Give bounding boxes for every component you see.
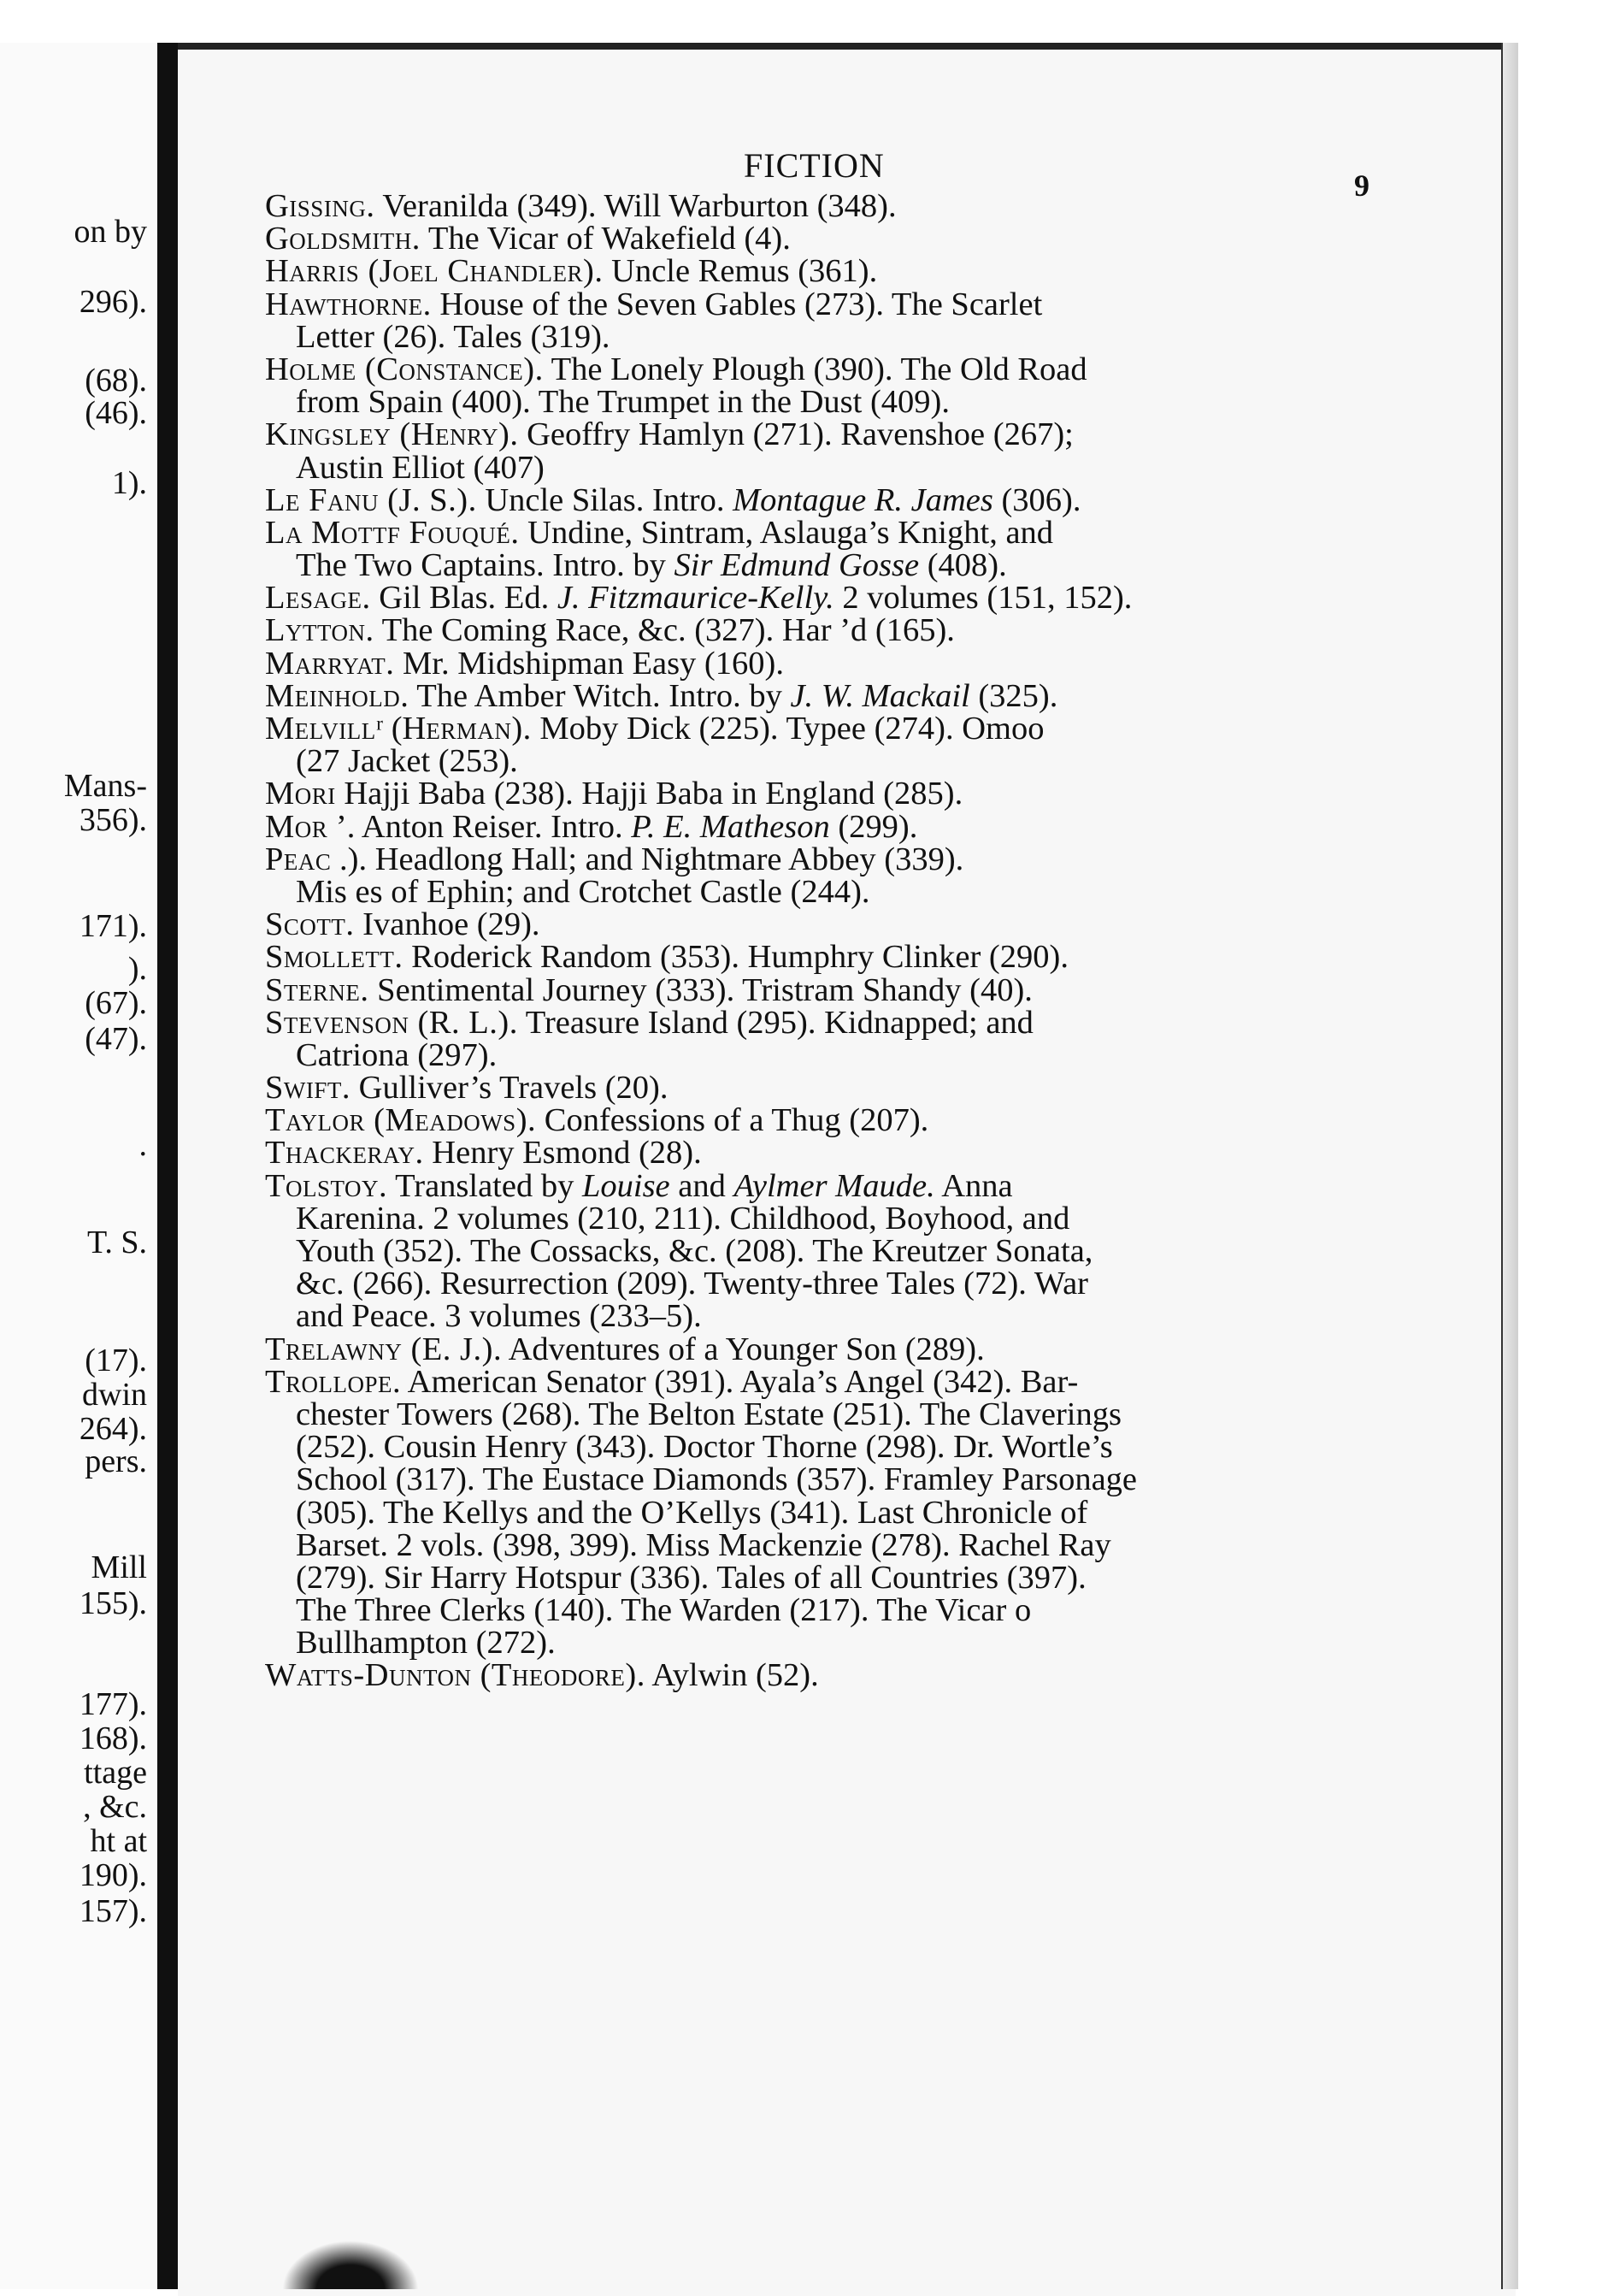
left-page-fragment: Mans- — [63, 768, 147, 804]
entry-text: Adventures of a Younger Son (289). — [502, 1331, 985, 1367]
editor-name: Louise — [581, 1167, 670, 1204]
author-name: Thackeray. — [265, 1135, 424, 1172]
left-page-fragment: T. S. — [86, 1225, 147, 1260]
left-page-fragment: dwin — [82, 1377, 147, 1413]
author-name: Hawthorne. — [265, 286, 432, 322]
entry-text: Bullhampton (272). — [296, 1625, 556, 1662]
entry-line — [265, 353, 1376, 386]
author-name: Taylor (Meadows). — [265, 1102, 537, 1139]
left-page-fragment: 356). — [79, 802, 147, 838]
entry-line — [265, 939, 1376, 976]
entry-text: Treasure Island (295). Kidnapped; and — [517, 1004, 1034, 1041]
page-header: FICTION — [744, 146, 885, 185]
author-name: Le Fanu (J. S.). — [265, 481, 477, 518]
entry-text: Confessions of a Thug (207). — [536, 1102, 929, 1139]
editor-name: J. Fitzmaurice-Kelly. — [557, 580, 834, 617]
entry-line — [265, 612, 1376, 649]
author-name: Meinhold. — [265, 677, 409, 714]
author-name: Scott. — [265, 906, 355, 943]
entry-line — [265, 1036, 1376, 1073]
entry-text: es of E — [346, 873, 447, 910]
left-page-fragment: . — [138, 1127, 147, 1163]
entry-line — [265, 1398, 1376, 1431]
entry-line — [265, 873, 1376, 910]
entry-line — [265, 190, 1376, 222]
entry-text: American Senator (391). Ayala’s Angel (342). Bar- — [401, 1363, 1079, 1400]
entry-line — [265, 418, 1376, 451]
left-page-fragments — [0, 0, 150, 2289]
entry-line — [265, 1135, 1376, 1172]
left-page-fragment: pers. — [85, 1443, 147, 1479]
left-page-fragment: (47). — [85, 1021, 147, 1057]
entry-text: (306). — [992, 481, 1081, 518]
left-page-fragment: , &c. — [83, 1789, 147, 1825]
entry-line — [265, 384, 1376, 421]
author-name: Gissing. — [265, 188, 375, 224]
entry-text: from Spain (400). The Trumpet in the Dust (409). — [296, 384, 950, 421]
book-gutter — [157, 0, 178, 2289]
entry-text: Gulliver’s Travels (20). — [350, 1070, 668, 1107]
author-name: Lytton. — [265, 612, 374, 649]
author-name: Harris (Joel Chandler). — [265, 253, 604, 290]
entry-line — [265, 908, 1376, 941]
entry-line — [265, 1202, 1376, 1235]
left-page-fragment: (68). — [85, 363, 147, 398]
entry-text: Mis — [296, 873, 347, 910]
author-name: Stevenson (R. L.). — [265, 1004, 518, 1041]
entry-text: (325). — [969, 677, 1058, 714]
entry-line — [265, 1298, 1376, 1335]
author-name: Trelawny (E. J.). — [265, 1331, 503, 1367]
left-page-fragment: (46). — [85, 395, 147, 431]
left-page-fragment: 168). — [79, 1721, 147, 1756]
entry-text: Uncle Remus (361). — [603, 253, 878, 290]
entry-text: Aylwin (52). — [645, 1657, 819, 1694]
entry-line — [265, 547, 1376, 584]
entry-text: .). Headlong Hall; and Nightmare Abbey (339). — [331, 841, 964, 877]
entry-text: Letter (26). Tales (319). — [296, 318, 610, 355]
entry-text: Barset. 2 vols. (398, 399). Miss Mackenzie (278). Rachel Ray — [296, 1526, 1111, 1563]
entry-text: Veranilda (349). Will Warburton (348). — [374, 188, 897, 224]
entry-text: (408). — [919, 547, 1007, 584]
entry-text: and — [669, 1167, 734, 1204]
entry-text: Karenina. 2 volumes (210, 211). Childhood, Boyhood, and — [296, 1200, 1070, 1237]
page-edge — [1501, 43, 1518, 2289]
entry-text: Youth (352). The Cossacks, &c. (208). The Kreutzer Sonata, — [296, 1233, 1093, 1269]
author-name: erman). — [426, 711, 532, 747]
author-name: Smollett. — [265, 939, 403, 976]
entry-text: The Three Clerks (140). The Warden (217). The Vicar o — [296, 1592, 1032, 1629]
entry-text: Sentimental Journey (333). Tristram Shandy (40). — [368, 971, 1033, 1008]
left-page-fragment: ht at — [90, 1823, 147, 1859]
entry-text: The Amber Witch. Intro. by — [409, 677, 791, 714]
author-name: Sterne. — [265, 971, 369, 1008]
left-page-fragment: 157). — [79, 1893, 147, 1929]
entry-line — [265, 1070, 1376, 1107]
left-page-fragment: ). — [127, 951, 147, 987]
entry-text: The Two Captains. Intro. by — [296, 547, 674, 584]
entry-line — [265, 481, 1376, 518]
entry-text: ʳ (H — [375, 711, 427, 747]
entry-text: Ivanhoe (29). — [354, 906, 540, 943]
author-name: Mori — [265, 776, 336, 812]
editor-name: Aylmer Maude. — [733, 1167, 935, 1204]
entry-line — [265, 777, 1376, 810]
entry-text: Moby Dick (225). Typee (274). Omoo — [531, 711, 1045, 747]
entry-line — [265, 843, 1376, 876]
entry-line — [265, 1006, 1376, 1039]
left-page-fragment: 177). — [79, 1686, 147, 1722]
entry-text: Anna — [934, 1167, 1013, 1204]
entry-text: phin; and Crotchet Castle (244). — [446, 873, 870, 910]
entry-line — [265, 1102, 1376, 1139]
scan-right-margin — [1518, 43, 1602, 2289]
author-name: Goldsmith. — [265, 221, 421, 257]
entry-line — [265, 1561, 1376, 1594]
entry-text: chester Towers (268). The Belton Estate (251). The Claverings — [296, 1396, 1122, 1432]
entry-line — [265, 1625, 1376, 1662]
author-name: Mor — [265, 808, 328, 845]
left-page-fragment: 171). — [79, 908, 147, 944]
entry-text: Translated by — [387, 1167, 582, 1204]
entry-text: (305). The Kellys and the O’Kellys (341). Last Chronicle of — [296, 1494, 1088, 1531]
entry-line — [265, 1267, 1376, 1300]
author-name: Watts-Dunton (Theodore). — [265, 1657, 645, 1694]
left-page-fragment: 296). — [79, 284, 147, 320]
entry-text: Mr. Midshipman Easy (160). — [394, 645, 784, 682]
author-name: Peac — [265, 841, 332, 877]
entry-text — [339, 743, 348, 779]
entry-text: Henry Esmond (28). — [423, 1135, 702, 1172]
entry-line — [265, 1429, 1376, 1466]
entry-line — [265, 449, 1376, 486]
editor-name: P. E. Matheson — [631, 808, 830, 845]
entry-line — [265, 288, 1376, 321]
entry-line — [265, 1235, 1376, 1267]
entry-text: Roderick Random (353). Humphry Clinker (290). — [403, 939, 1069, 976]
entry-text: The Lonely Plough (390). The Old Road — [543, 351, 1087, 387]
entry-line — [265, 1463, 1376, 1496]
fiction-entries — [265, 190, 1376, 1692]
entry-line — [265, 743, 1376, 780]
author-name: La Mottf Fouqué. — [265, 514, 520, 551]
entry-text: House of the Seven Gables (273). The Scarlet — [431, 286, 1043, 322]
entry-text: Hajji Baba (238). Hajji Baba in England (285). — [335, 776, 963, 812]
entry-line — [265, 1526, 1376, 1563]
entry-line — [265, 677, 1376, 714]
entry-text: School (317). The Eustace Diamonds (357). Framley Parsonage — [296, 1461, 1138, 1498]
entry-text: Austin Elliot (407) — [296, 449, 545, 486]
entry-line — [265, 808, 1376, 845]
entry-text: (279). Sir Harry Hotspur (336). Tales of all Countries (397). — [296, 1559, 1087, 1596]
scan-top-border — [0, 0, 1602, 43]
author-name: Melvill — [265, 711, 376, 747]
entry-text: ’. Anton Reiser. Intro. — [327, 808, 632, 845]
entry-line — [265, 647, 1376, 680]
left-page-fragment: 155). — [79, 1585, 147, 1621]
entry-line — [265, 712, 1376, 745]
entry-line — [265, 1496, 1376, 1529]
left-page-fragment: 190). — [79, 1857, 147, 1893]
left-page-fragment: 1). — [111, 465, 147, 501]
left-page-fragment: (67). — [85, 985, 147, 1021]
author-name: Tolstoy. — [265, 1167, 388, 1204]
entry-line — [265, 516, 1376, 549]
editor-name: Montague R. James — [733, 481, 993, 518]
entry-text: 2 volumes (151, 152). — [833, 580, 1133, 617]
author-name: Marryat. — [265, 645, 395, 682]
editor-name: J. W. Mackail — [790, 677, 970, 714]
entry-text: Catriona (297). — [296, 1036, 498, 1073]
author-name: Kingsley (Henry). — [265, 416, 519, 453]
bottom-shadow — [282, 2240, 419, 2289]
page-number: 9 — [1354, 168, 1369, 203]
entry-text: and Peace. 3 volumes (233–5). — [296, 1298, 702, 1335]
left-page-fragment: ttage — [84, 1755, 147, 1791]
entry-text: Gil Blas. Ed. — [370, 580, 557, 617]
left-page-fragment: (17). — [85, 1343, 147, 1378]
entry-text: (252). Cousin Henry (343). Doctor Thorne (298). Dr. Wortle’s — [296, 1429, 1113, 1466]
entry-line — [265, 253, 1376, 290]
entry-text: The Vicar of Wakefield (4). — [420, 221, 791, 257]
author-name: Trollope. — [265, 1363, 402, 1400]
left-page-fragment: 264). — [79, 1411, 147, 1447]
entry-line — [265, 580, 1376, 617]
entry-text: The Coming Race, &c. (327). Har ’d (165). — [374, 612, 955, 649]
author-name: Lesage. — [265, 580, 371, 617]
entry-line — [265, 1363, 1376, 1400]
entry-line — [265, 318, 1376, 355]
entry-text: Geoffry Hamlyn (271). Ravenshoe (267); — [518, 416, 1074, 453]
author-name: Swift. — [265, 1070, 351, 1107]
entry-text: Jacket (253). — [347, 743, 518, 780]
entry-text: (299). — [829, 808, 918, 845]
entry-line — [265, 1333, 1376, 1366]
entry-line — [265, 1167, 1376, 1204]
entry-text: (27 — [296, 743, 340, 780]
entry-line — [265, 222, 1376, 255]
entry-text: &c. (266). Resurrection (209). Twenty-three Tales (72). War — [296, 1266, 1088, 1302]
entry-line — [265, 971, 1376, 1008]
author-name: Holme (Constance). — [265, 351, 544, 387]
editor-name: Sir Edmund Gosse — [674, 547, 920, 584]
entry-line — [265, 1592, 1376, 1629]
left-page-fragment: Mill — [91, 1549, 147, 1585]
left-page-margin — [0, 0, 171, 2289]
entry-text: Uncle Silas. Intro. — [476, 481, 733, 518]
left-page-fragment: on by — [74, 214, 147, 250]
entry-line — [265, 1657, 1376, 1694]
entry-text: Undine, Sintram, Aslauga’s Knight, and — [519, 514, 1054, 551]
